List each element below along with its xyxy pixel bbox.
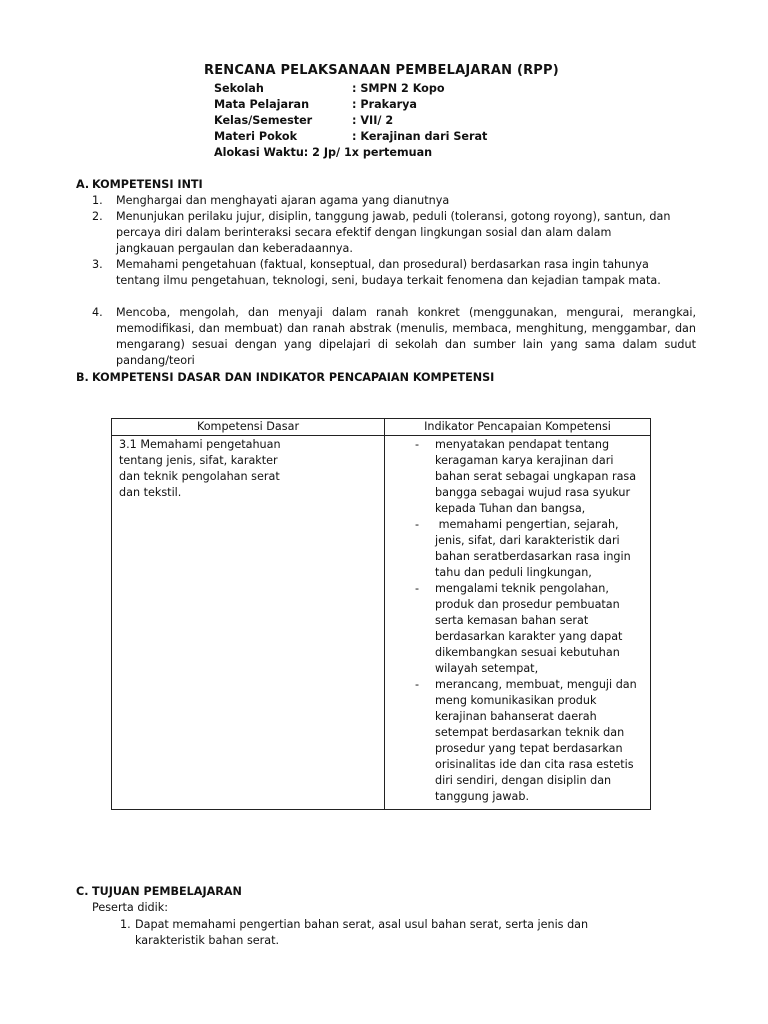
column-header-indicator: Indikator Pencapaian Kompetensi <box>385 419 651 436</box>
meta-label: Kelas/Semester <box>214 114 313 127</box>
meta-value: : Prakarya <box>352 98 417 111</box>
ki-number: 3. <box>92 258 103 271</box>
section-letter: C. <box>76 885 89 898</box>
tujuan-number: 1. <box>120 918 131 931</box>
dash-bullet: - <box>415 582 420 595</box>
indicator-item <box>385 517 644 581</box>
section-title: KOMPETENSI DASAR DAN INDIKATOR PENCAPAIAN KOMPETENSI <box>92 371 495 384</box>
tujuan-text: Dapat memahami pengertian bahan serat, asal usul bahan serat, serta jenis dan karakteristik bahan serat. <box>135 918 589 947</box>
meta-label: Mata Pelajaran <box>214 98 310 111</box>
dash-bullet: - <box>415 678 420 691</box>
indicator-cell <box>385 436 651 810</box>
meta-value: : SMPN 2 Kopo <box>352 82 445 95</box>
ki-item-1 <box>92 193 696 209</box>
column-header-kd: Kompetensi Dasar <box>112 419 385 436</box>
kd-indicator-table <box>111 418 651 810</box>
ki-text: Mencoba, mengolah, dan menyaji dalam ranah konkret (menggunakan, mengurai, merangkai, memodifikasi, dan membuat) dan ranah abstrak (menulis, membaca, menghitung, menggambar, dan mengarang) sesuai dengan yang dipelajari di sekolah dan sumber lain yang sama dalam sudut pandang/teori <box>116 306 696 367</box>
peserta-didik-label: Peserta didik: <box>92 901 169 914</box>
ki-number: 2. <box>92 210 103 223</box>
section-title: TUJUAN PEMBELAJARAN <box>92 885 242 898</box>
ki-item-2 <box>92 209 696 257</box>
table-row <box>112 436 651 810</box>
ki-text: Menunjukan perilaku jujur, disiplin, tanggung jawab, peduli (toleransi, gotong royong), santun, dan percaya diri dalam berinteraksi secara efektif dengan lingkungan sosial dan alam dalam jangkauan pergaulan dan keberadaannya. <box>116 210 671 255</box>
meta-value: : VII/ 2 <box>352 114 394 127</box>
section-title: KOMPETENSI INTI <box>92 178 203 191</box>
section-c-heading <box>76 884 242 900</box>
meta-row-mata-pelajaran <box>214 97 417 113</box>
meta-value: : Kerajinan dari Serat <box>352 130 488 143</box>
meta-row-sekolah <box>214 81 445 97</box>
meta-label: Sekolah <box>214 82 264 95</box>
dash-bullet: - <box>415 438 420 451</box>
ki-text: Memahami pengetahuan (faktual, konseptual, dan prosedural) berdasarkan rasa ingin tahunya tentang ilmu pengetahuan, teknologi, seni, budaya terkait fenomena dan kejadian tampak mata. <box>116 258 661 287</box>
section-letter: A. <box>76 178 90 191</box>
section-letter: B. <box>76 371 89 384</box>
kd-text: 3.1 Memahami pengetahuan tentang jenis, sifat, karakter dan teknik pengolahan serat dan tekstil. <box>119 438 281 499</box>
section-a-heading <box>76 177 203 193</box>
tujuan-item-1 <box>120 917 590 949</box>
meta-row-kelas-semester <box>214 113 393 129</box>
indicator-item <box>385 677 644 805</box>
indicator-item <box>385 437 644 517</box>
ki-item-3 <box>92 257 696 289</box>
ki-item-4 <box>92 305 696 369</box>
ki-number: 1. <box>92 194 103 207</box>
indicator-item <box>385 581 644 677</box>
meta-row-alokasi-waktu: Alokasi Waktu: 2 Jp/ 1x pertemuan <box>214 146 433 159</box>
section-b-heading <box>76 370 494 386</box>
table-header-row <box>112 419 651 436</box>
meta-label: Materi Pokok <box>214 130 298 143</box>
ki-text: Menghargai dan menghayati ajaran agama yang dianutnya <box>116 194 450 207</box>
document-title: RENCANA PELAKSANAAN PEMBELAJARAN (RPP) <box>204 63 559 78</box>
indicator-text: merancang, membuat, menguji dan meng komunikasikan produk kerajinan bahanserat daerah setempat berdasarkan teknik dan prosedur yang tepat berdasarkan orisinalitas ide dan cita rasa estetis diri sendiri, dengan disiplin dan tanggung jawab. <box>435 678 637 803</box>
indicator-text: memahami pengertian, sejarah, jenis, sifat, dari karakteristik dari bahan seratberdasarkan rasa ingin tahu dan peduli lingkungan, <box>435 518 635 579</box>
indicator-text: mengalami teknik pengolahan, produk dan prosedur pembuatan serta kemasan bahan serat berdasarkan karakter yang dapat dikembangkan sesuai kebutuhan wilayah setempat, <box>435 582 623 675</box>
indicator-text: menyatakan pendapat tentang keragaman karya kerajinan dari bahan serat sebagai ungkapan rasa bangga sebagai wujud rasa syukur kepada Tuhan dan bangsa, <box>435 438 637 515</box>
ki-number: 4. <box>92 306 103 319</box>
kd-cell <box>112 436 385 810</box>
dash-bullet: - <box>415 518 420 531</box>
meta-row-materi-pokok <box>214 129 487 145</box>
